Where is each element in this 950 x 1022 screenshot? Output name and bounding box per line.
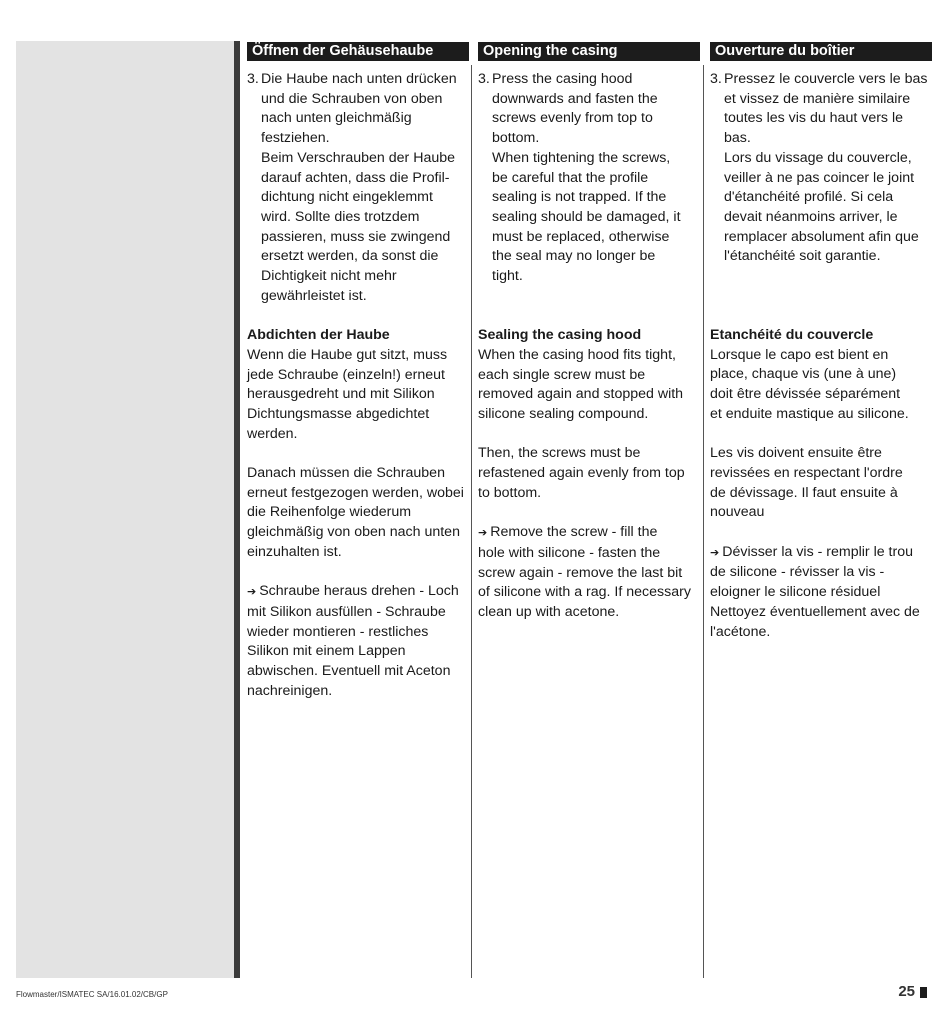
text-line	[478, 564, 700, 584]
text-span: Dévisser la vis - remplir le trou	[722, 543, 914, 560]
text-span: Lorsque le capo est bient en	[710, 346, 889, 363]
text-span: de dévissage. Il faut ensuite à	[710, 484, 898, 501]
text-span: bas.	[724, 130, 751, 147]
text-line	[710, 583, 932, 603]
text-line	[724, 169, 932, 189]
column-divider	[703, 65, 704, 978]
text-line	[710, 464, 932, 484]
text-line	[247, 662, 469, 682]
text-span: removed again and stopped with	[478, 386, 684, 403]
step-number: 3.	[247, 71, 259, 87]
text-line	[261, 109, 469, 129]
text-line	[247, 425, 469, 445]
text-line	[478, 603, 700, 623]
text-span: die Reihenfolge wiederum	[247, 504, 412, 521]
text-span: Les vis doivent ensuite être	[710, 445, 882, 462]
text-line	[724, 208, 932, 228]
text-line	[478, 583, 700, 603]
text-span: sealing should be damaged, it	[492, 208, 681, 225]
text-span: eloigner le silicone résiduel	[710, 584, 881, 601]
text-span: gleichmäßig von oben nach unten	[247, 524, 460, 541]
text-span: refastened again evenly from top	[478, 465, 685, 482]
text-line	[247, 405, 469, 425]
text-line	[710, 444, 932, 464]
text-span: must be replaced, otherwise	[492, 228, 670, 245]
text-line	[261, 149, 469, 169]
section-heading: Öffnen der Gehäusehaube	[247, 42, 469, 61]
text-span: herausgedreht und mit Silikon	[247, 386, 435, 403]
text-span: be careful that the profile	[492, 169, 649, 186]
text-line	[478, 405, 700, 425]
text-span: silicone sealing compound.	[478, 406, 649, 423]
text-span: ersetzt werden, da sonst die	[261, 248, 439, 265]
text-span: Wenn die Haube gut sitzt, muss	[247, 346, 448, 363]
column-divider	[471, 65, 472, 978]
section-heading: Opening the casing	[478, 42, 700, 61]
text-line	[724, 149, 932, 169]
step-item	[247, 70, 469, 306]
text-span: Schraube heraus drehen - Loch	[259, 583, 459, 600]
page-number: 25	[898, 983, 915, 1000]
text-span: mit Silikon ausfüllen - Schraube	[247, 603, 446, 620]
text-span: Lors du vissage du couvercle,	[724, 149, 912, 166]
text-line	[478, 523, 700, 544]
text-line	[261, 188, 469, 208]
text-line	[261, 70, 469, 90]
spacer	[478, 504, 700, 524]
text-span: et vissez de manière similaire	[724, 90, 911, 107]
page-marker	[920, 987, 927, 998]
text-span: abwischen. Eventuell mit Aceton	[247, 663, 451, 680]
text-span: screw again - remove the last bit	[478, 564, 683, 581]
text-line	[710, 385, 932, 405]
text-line	[261, 90, 469, 110]
margin-panel	[16, 41, 234, 978]
text-line	[492, 149, 700, 169]
sub-heading: Abdichten der Haube	[247, 327, 390, 344]
text-line	[724, 247, 932, 267]
column-french	[710, 42, 932, 642]
step-item	[478, 70, 700, 287]
text-line	[710, 484, 932, 504]
text-span: Pressez le couvercle vers le bas	[724, 71, 928, 87]
text-span: Die Haube nach unten drücken	[261, 71, 457, 87]
spacer	[247, 563, 469, 583]
text-line	[492, 228, 700, 248]
text-line	[247, 642, 469, 662]
arrow-right-icon: ➔	[478, 527, 488, 540]
spacer	[247, 444, 469, 464]
text-line	[247, 366, 469, 386]
text-span: tight.	[492, 268, 523, 285]
text-span: revissées en respectant l'ordre	[710, 464, 903, 481]
text-line	[247, 523, 469, 543]
text-line	[724, 109, 932, 129]
text-line	[710, 346, 932, 366]
text-span: veiller à ne pas coincer le joint	[724, 169, 915, 186]
text-span: erneut festgezogen werden, wobei	[247, 484, 464, 501]
text-span: Dichtigkeit nicht mehr	[261, 268, 397, 285]
text-line	[724, 70, 932, 90]
text-span: Then, the screws must be	[478, 445, 641, 462]
text-span: d'étanchéité profilé. Si cela	[724, 189, 894, 206]
text-line	[247, 385, 469, 405]
text-span: doit être dévissée séparément	[710, 386, 901, 403]
text-line	[247, 503, 469, 523]
sub-heading: Etanchéité du couvercle	[710, 327, 874, 344]
text-span: each single screw must be	[478, 366, 646, 383]
column-german	[247, 42, 469, 701]
step-text	[724, 70, 932, 267]
text-line	[710, 563, 932, 583]
text-line	[247, 543, 469, 563]
text-span: the seal may no longer be	[492, 248, 656, 265]
text-span: nach unten gleichmäßig	[261, 110, 412, 127]
text-span: to bottom.	[478, 484, 542, 501]
text-span: sealing is not trapped. If the	[492, 189, 667, 206]
footer-reference: Flowmaster/ISMATEC SA/16.01.02/CB/GP	[16, 990, 168, 999]
text-line	[247, 623, 469, 643]
section-heading: Ouverture du boîtier	[710, 42, 932, 61]
text-line	[247, 682, 469, 702]
text-line	[478, 366, 700, 386]
text-span: und die Schrauben von oben	[261, 90, 443, 107]
column-english	[478, 42, 700, 623]
sub-heading: Sealing the casing hood	[478, 327, 642, 344]
step-number: 3.	[710, 71, 722, 87]
text-line	[724, 188, 932, 208]
text-line	[478, 346, 700, 366]
text-span: werden.	[247, 425, 298, 442]
spacer	[710, 523, 932, 543]
text-line	[710, 365, 932, 385]
spacer	[478, 425, 700, 445]
text-span: gewährleistet ist.	[261, 287, 367, 304]
step-number: 3.	[478, 71, 490, 87]
spacer	[478, 287, 700, 327]
text-line	[478, 464, 700, 484]
step-item	[710, 70, 932, 267]
text-line	[710, 503, 932, 523]
text-span: Dichtungsmasse abgedichtet	[247, 405, 430, 422]
text-span: When the casing hood fits tight,	[478, 346, 676, 363]
text-line	[724, 129, 932, 149]
text-line	[261, 247, 469, 267]
text-span: passieren, muss sie zwingend	[261, 228, 451, 245]
text-span: wird. Sollte dies trotzdem	[261, 208, 420, 225]
text-line	[261, 208, 469, 228]
text-line	[492, 169, 700, 189]
text-line	[492, 188, 700, 208]
text-span: clean up with acetone.	[478, 604, 620, 621]
text-span: einzuhalten ist.	[247, 543, 342, 560]
text-line	[261, 287, 469, 307]
arrow-right-icon: ➔	[247, 586, 257, 599]
spacer	[247, 306, 469, 326]
text-span: toutes les vis du haut vers le	[724, 110, 904, 127]
text-line	[247, 484, 469, 504]
text-span: festziehen.	[261, 130, 330, 147]
step-text	[261, 70, 469, 306]
text-line	[478, 544, 700, 564]
text-span: Beim Verschrauben der Haube	[261, 149, 456, 166]
text-line	[261, 228, 469, 248]
text-line	[247, 464, 469, 484]
text-span: bottom.	[492, 130, 540, 147]
text-span: When tightening the screws,	[492, 149, 671, 166]
text-span: place, chaque vis (une à une)	[710, 366, 897, 383]
text-span: et enduite mastique au silicone.	[710, 405, 909, 422]
text-line	[478, 444, 700, 464]
text-span: Press the casing hood	[492, 71, 633, 87]
text-line	[492, 267, 700, 287]
spacer	[710, 425, 932, 445]
text-line	[247, 603, 469, 623]
text-span: remplacer absolument afin que	[724, 228, 919, 245]
text-line	[247, 582, 469, 603]
spacer	[710, 267, 932, 326]
text-line	[261, 169, 469, 189]
text-line	[247, 346, 469, 366]
text-line	[492, 208, 700, 228]
text-line	[710, 543, 932, 564]
text-line	[492, 70, 700, 90]
text-span: jede Schraube (einzeln!) erneut	[247, 366, 445, 383]
text-line	[724, 228, 932, 248]
text-span: Nettoyez éventuellement avec de	[710, 603, 920, 620]
text-span: l'étanchéité soit garantie.	[724, 248, 881, 265]
text-line	[710, 603, 932, 623]
text-line	[492, 109, 700, 129]
text-line	[261, 129, 469, 149]
margin-rule	[234, 41, 240, 978]
text-line	[261, 267, 469, 287]
text-span: darauf achten, dass die Profil-	[261, 169, 450, 186]
text-span: Remove the screw - fill the	[490, 524, 658, 541]
text-span: wieder montieren - restliches	[247, 623, 429, 640]
text-span: hole with silicone - fasten the	[478, 544, 661, 561]
text-line	[710, 623, 932, 643]
text-span: devait néanmoins arriver, le	[724, 208, 898, 225]
text-span: nouveau	[710, 504, 765, 521]
text-span: Silikon mit einem Lappen	[247, 643, 406, 660]
text-line	[478, 385, 700, 405]
text-span: screws evenly from top to	[492, 110, 653, 127]
text-span: Danach müssen die Schrauben	[247, 465, 445, 482]
text-line	[492, 129, 700, 149]
step-text	[492, 70, 700, 287]
text-span: downwards and fasten the	[492, 90, 658, 107]
text-span: l'acétone.	[710, 623, 771, 640]
text-line	[478, 484, 700, 504]
text-span: nachreinigen.	[247, 682, 333, 699]
text-line	[492, 90, 700, 110]
text-line	[710, 405, 932, 425]
arrow-right-icon: ➔	[710, 546, 720, 559]
text-span: de silicone - révisser la vis -	[710, 564, 885, 581]
text-line	[724, 90, 932, 110]
text-line	[492, 247, 700, 267]
text-span: dichtung nicht eingeklemmt	[261, 189, 433, 206]
text-span: of silicone with a rag. If necessary	[478, 584, 691, 601]
